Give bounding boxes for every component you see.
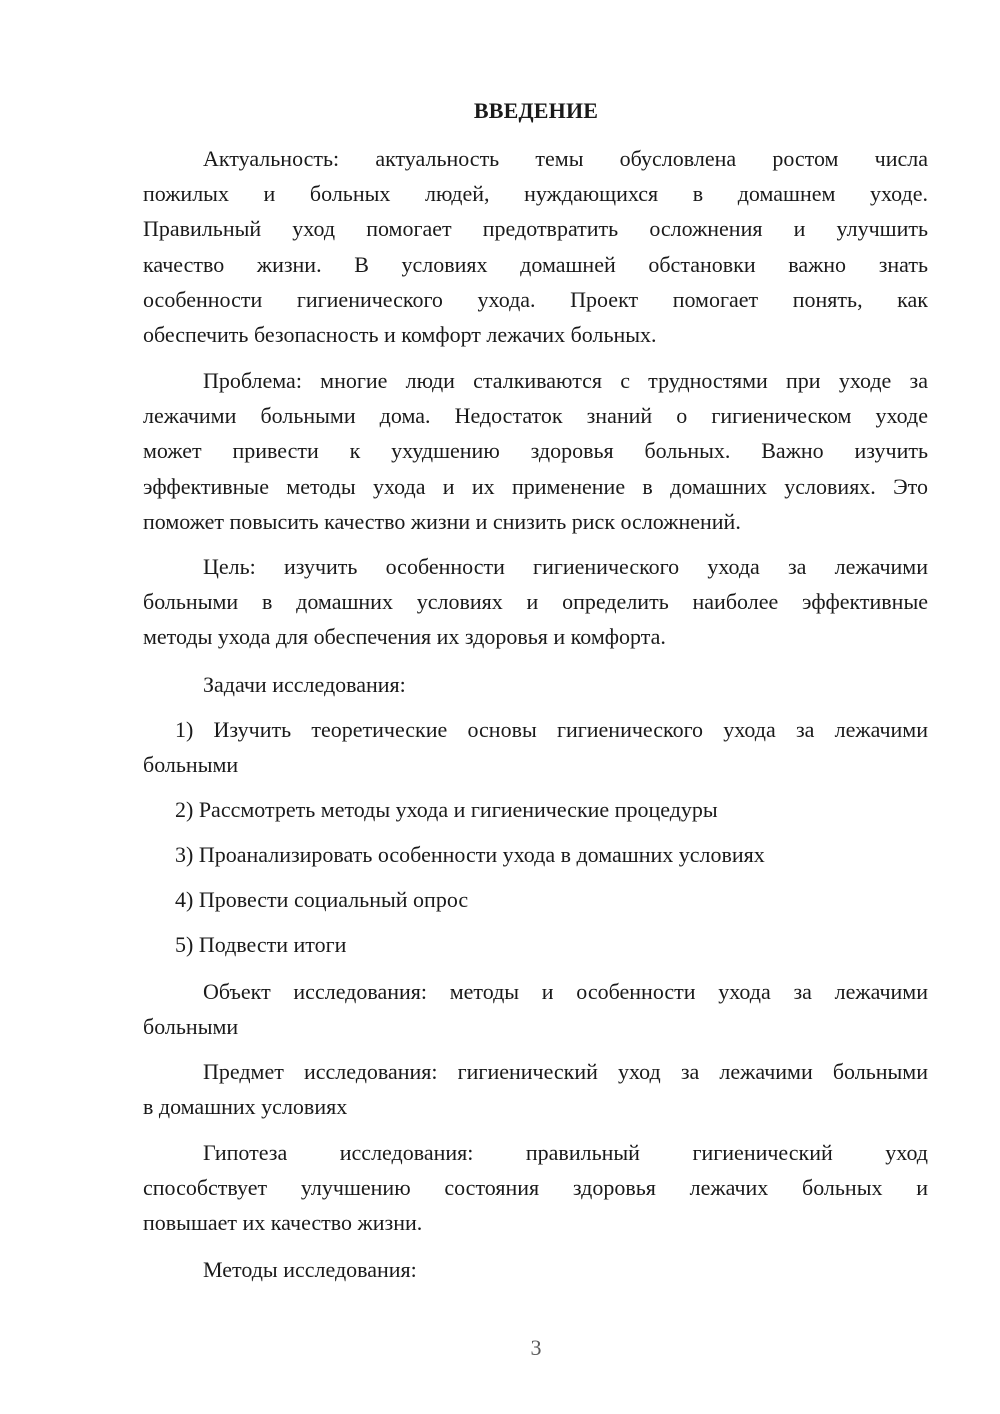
methods-title <box>143 1252 928 1287</box>
paragraph-line: Актуальность: актуальность темы обусловлена ростом числа <box>203 146 928 171</box>
paragraph-line: Правильный уход помогает предотвратить осложнения и улучшить <box>143 216 928 242</box>
list-item-line: 2) Рассмотреть методы ухода и гигиенические процедуры <box>175 797 718 822</box>
tasks-title-text: Задачи исследования: <box>203 672 406 697</box>
paragraph-line: Гипотеза исследования: правильный гигиенический уход <box>203 1140 928 1165</box>
paragraph-line: пожилых и больных людей, нуждающихся в домашнем уходе. <box>143 181 928 207</box>
list-item-line: 5) Подвести итоги <box>175 932 347 957</box>
paragraph-line: больными <box>143 1014 239 1040</box>
methods-title-text: Методы исследования: <box>203 1257 417 1282</box>
relevance-paragraph <box>143 141 928 352</box>
paragraph-line: может привести к ухудшению здоровья больных. Важно изучить <box>143 438 928 464</box>
hypothesis-paragraph <box>143 1135 928 1241</box>
paragraph-line: обеспечить безопасность и комфорт лежачих больных. <box>143 322 657 348</box>
paragraph-line: в домашних условиях <box>143 1094 348 1120</box>
goal-paragraph <box>143 549 928 655</box>
paragraph-line: повышает их качество жизни. <box>143 1210 423 1236</box>
tasks-title <box>143 667 928 702</box>
list-item-line: 4) Провести социальный опрос <box>175 887 469 912</box>
task-item-3 <box>143 837 928 872</box>
object-paragraph <box>143 974 928 1044</box>
paragraph-line: Цель: изучить особенности гигиенического ухода за лежачими <box>203 554 928 579</box>
paragraph-line: Объект исследования: методы и особенности ухода за лежачими <box>203 979 928 1004</box>
list-item-line: 1) Изучить теоретические основы гигиенического ухода за лежачими <box>175 717 928 742</box>
paragraph-line: поможет повысить качество жизни и снизить риск осложнений. <box>143 508 741 534</box>
paragraph-line: Предмет исследования: гигиенический уход за лежачими больными <box>203 1059 928 1084</box>
problem-paragraph <box>143 363 928 539</box>
paragraph-line: Проблема: многие люди сталкиваются с трудностями при уходе за <box>203 368 928 393</box>
paragraph-line: особенности гигиенического ухода. Проект помогает понять, как <box>143 286 928 312</box>
paragraph-line: эффективные методы ухода и их применение в домашних условиях. Это <box>143 473 928 499</box>
task-item-4 <box>143 882 928 917</box>
list-item-line: больными <box>143 752 239 778</box>
list-item-line: 3) Проанализировать особенности ухода в домашних условиях <box>175 842 765 867</box>
paragraph-line: качество жизни. В условиях домашней обстановки важно знать <box>143 251 928 277</box>
section-heading: ВВЕДЕНИЕ <box>473 98 599 123</box>
task-item-1 <box>143 712 928 782</box>
paragraph-line: больными в домашних условиях и определить наиболее эффективные <box>143 589 928 615</box>
page-number: 3 <box>530 1335 542 1360</box>
paragraph-line: методы ухода для обеспечения их здоровья и комфорта. <box>143 624 666 650</box>
task-item-5 <box>143 927 928 962</box>
paragraph-line: способствует улучшению состояния здоровья лежачих больных и <box>143 1175 928 1201</box>
subject-paragraph <box>143 1054 928 1124</box>
paragraph-line: лежачими больными дома. Недостаток знаний о гигиеническом уходе <box>143 403 928 429</box>
task-item-2 <box>143 792 928 827</box>
